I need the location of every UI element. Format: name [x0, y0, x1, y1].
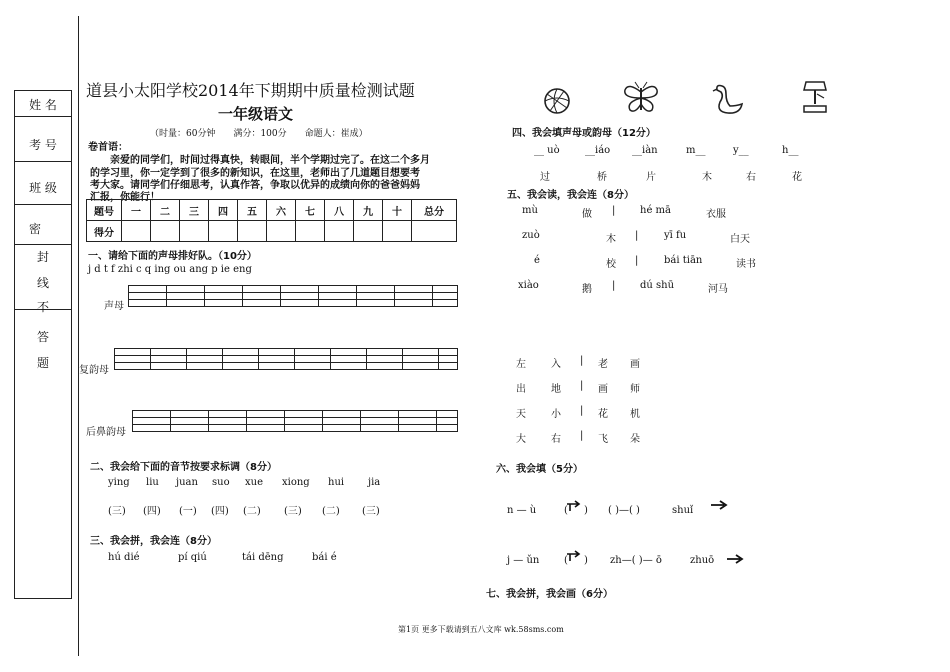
arrow-right-icon	[726, 554, 744, 564]
q5-pair-right-2: 师	[630, 384, 640, 395]
q5-pair-mid: 地	[551, 384, 561, 395]
q6-line2-target: zhuō	[690, 555, 715, 566]
q1-row-label-2: 复韵母	[79, 365, 109, 376]
q3-pinyin: bái é	[312, 552, 337, 563]
q1-items: j d t f zhi c q ing ou ang p ie eng	[88, 264, 252, 275]
q5-bar: |	[580, 405, 584, 416]
seal-char-xian: 线	[36, 276, 49, 290]
q2-syllable: ying	[108, 477, 130, 488]
page-footer: 第1页 更多下载请到五八文库 wk.58sms.com	[398, 625, 564, 634]
q3-pinyin: pí qiú	[178, 552, 207, 563]
exam-title: 道县小太阳学校2014年下期期中质量检测试题	[86, 81, 415, 100]
lamp-icon	[800, 78, 830, 116]
butterfly-icon	[622, 80, 660, 116]
subject-title: 一年级语文	[218, 105, 294, 123]
tone-arrow-icon	[566, 550, 582, 562]
score-cell[interactable]	[325, 221, 354, 242]
q4-word: 桥	[597, 172, 607, 183]
q5-left-pinyin: xiào	[518, 280, 539, 291]
q6-line2-paren-close[interactable]: )	[584, 555, 588, 566]
score-table-header-row	[87, 200, 457, 221]
score-header-cell: 六	[267, 200, 296, 221]
seal-char-da: 答	[36, 330, 49, 344]
q1-writing-grid-3[interactable]	[132, 410, 458, 432]
score-header-cell: 题号	[87, 200, 122, 221]
q4-blank[interactable]: y__	[733, 145, 749, 156]
q2-tone[interactable]: (三)	[284, 506, 302, 517]
q6-line2-blanks[interactable]: zh—( )— ō	[610, 555, 662, 566]
exam-number-label: 考 号	[29, 138, 57, 152]
q5-bar: |	[635, 230, 639, 241]
intro-heading: 卷首语：	[88, 142, 128, 153]
score-cell[interactable]	[296, 221, 325, 242]
q5-pair-mid: 入	[551, 359, 561, 370]
intro-line-2: 的学习里，你一定学到了很多的新知识，在这里，老师出了几道题目想要考	[90, 168, 420, 179]
q5-left-pinyin: zuò	[522, 230, 540, 241]
seal-char-bu: 不	[36, 300, 49, 314]
q1-writing-grid-2[interactable]	[114, 348, 458, 370]
tone-arrow-icon	[566, 500, 582, 512]
q4-blank[interactable]: __ uò	[534, 145, 560, 156]
q5-pair-left: 大	[516, 434, 526, 445]
student-info-box	[14, 90, 72, 599]
q5-left-pinyin: mù	[522, 205, 538, 216]
class-label: 班 级	[29, 181, 57, 195]
q5-pair-left: 左	[516, 359, 526, 370]
score-header-cell: 一	[122, 200, 151, 221]
q3-pinyin: tái dēng	[242, 552, 284, 563]
q1-writing-grid-1[interactable]	[128, 285, 458, 307]
q5-right-word: 河马	[708, 284, 728, 295]
score-header-cell: 七	[296, 200, 325, 221]
score-header-cell: 九	[354, 200, 383, 221]
score-header-cell: 五	[238, 200, 267, 221]
q5-pair-right-1: 画	[598, 384, 608, 395]
score-header-cell: 总分	[412, 200, 457, 221]
q5-bar: |	[612, 280, 616, 291]
q5-pair-mid: 小	[551, 409, 561, 420]
q1-title: 一、请给下面的声母排好队。（10分）	[88, 251, 257, 262]
score-cell[interactable]	[412, 221, 457, 242]
q7-title: 七、我会拼，我会画（6分）	[486, 589, 613, 600]
q4-blank[interactable]: __iáo	[585, 145, 611, 156]
q2-title: 二、我会给下面的音节按要求标调（8分）	[90, 462, 277, 473]
score-table-score-row	[87, 221, 457, 242]
name-label: 姓 名	[29, 98, 57, 112]
q5-pair-mid: 右	[551, 434, 561, 445]
score-row-label: 得分	[87, 221, 122, 242]
q5-left-char: 做	[582, 209, 592, 220]
q5-pair-left: 出	[516, 384, 526, 395]
q2-tone[interactable]: (二)	[243, 506, 261, 517]
q5-right-pinyin: dú shū	[640, 280, 675, 291]
q4-word: 片	[646, 172, 656, 183]
q5-right-pinyin: hé mā	[640, 205, 671, 216]
score-cell[interactable]	[180, 221, 209, 242]
q1-row-label-1: 声母	[104, 301, 124, 312]
intro-line-4: 汇报，你能行！	[90, 192, 160, 203]
q6-title: 六、我会填（5分）	[496, 464, 583, 475]
arrow-right-icon	[710, 500, 728, 510]
q2-syllable: suo	[212, 477, 230, 488]
q2-syllable: xiong	[282, 477, 310, 488]
q2-syllable: liu	[146, 477, 159, 488]
q3-pinyin: hú dié	[108, 552, 140, 563]
q5-pair-right-1: 老	[598, 359, 608, 370]
q5-bar: |	[612, 205, 616, 216]
q5-right-word: 白天	[730, 234, 750, 245]
score-cell[interactable]	[122, 221, 151, 242]
q2-syllable: xue	[245, 477, 263, 488]
q6-line1-target: shuǐ	[672, 505, 694, 516]
exam-info: （时量：60分钟 满分：100分 命题人：崔成）	[150, 129, 368, 139]
q2-tone[interactable]: (四)	[143, 506, 161, 517]
q6-line1-paren-close[interactable]: )	[584, 505, 588, 516]
q4-word: 花	[792, 172, 802, 183]
q2-syllable: jia	[368, 477, 381, 488]
q5-bar: |	[580, 380, 584, 391]
q5-right-word: 读书	[736, 259, 756, 270]
q4-blank[interactable]: h__	[782, 145, 799, 156]
q4-blank[interactable]: m__	[686, 145, 706, 156]
q5-right-word: 衣服	[706, 209, 726, 220]
binding-line	[78, 16, 79, 656]
score-header-cell: 三	[180, 200, 209, 221]
q6-line1-blanks[interactable]: ( )—( )	[608, 505, 640, 516]
q2-tone[interactable]: (三)	[108, 506, 126, 517]
q5-title: 五、我会读，我会连（8分）	[507, 190, 634, 201]
score-cell[interactable]	[354, 221, 383, 242]
q4-word: 右	[746, 172, 756, 183]
q5-left-char: 木	[606, 234, 616, 245]
score-cell[interactable]	[151, 221, 180, 242]
q4-title: 四、我会填声母或韵母（12分）	[512, 128, 656, 139]
q5-left-pinyin: é	[534, 255, 540, 266]
q5-pair-right-1: 花	[598, 409, 608, 420]
q5-bar: |	[580, 430, 584, 441]
q5-right-pinyin: yī fu	[664, 230, 687, 241]
q5-right-pinyin: bái tiān	[664, 255, 703, 266]
q6-line1-syllable: n — ù	[507, 505, 537, 516]
q5-bar: |	[580, 355, 584, 366]
score-header-cell: 二	[151, 200, 180, 221]
score-cell[interactable]	[209, 221, 238, 242]
goose-icon	[712, 82, 746, 118]
intro-line-3: 考大家。请同学们仔细思考，认真作答，争取以优异的成绩向你的爸爸妈妈	[90, 180, 420, 191]
seal-char-mi: 密	[28, 222, 41, 236]
intro-line-1: 亲爱的同学们，时间过得真快，转眼间，半个学期过完了。在这二个多月	[110, 155, 430, 166]
score-header-cell: 四	[209, 200, 238, 221]
q6-line2-paren-open[interactable]: (	[564, 555, 568, 566]
q5-pair-right-2: 朵	[630, 434, 640, 445]
ball-icon	[542, 86, 572, 116]
q4-word: 木	[702, 172, 712, 183]
q3-title: 三、我会拼，我会连（8分）	[90, 536, 217, 547]
score-header-cell: 十	[383, 200, 412, 221]
q2-syllable: juan	[176, 477, 198, 488]
q2-syllable: hui	[328, 477, 345, 488]
q5-pair-right-2: 机	[630, 409, 640, 420]
q6-line2-syllable: j — ǔn	[507, 555, 540, 566]
seal-char-ti: 题	[36, 356, 49, 370]
q1-row-label-3: 后鼻韵母	[86, 427, 126, 438]
q4-word: 过	[540, 172, 550, 183]
q4-blank[interactable]: __iàn	[632, 145, 658, 156]
q5-pair-right-1: 飞	[598, 434, 608, 445]
q5-pair-right-2: 画	[630, 359, 640, 370]
score-cell[interactable]	[238, 221, 267, 242]
q5-bar: |	[635, 255, 639, 266]
score-cell[interactable]	[383, 221, 412, 242]
q5-pair-left: 天	[516, 409, 526, 420]
score-header-cell: 八	[325, 200, 354, 221]
q2-tone[interactable]: (四)	[211, 506, 229, 517]
q2-tone[interactable]: (三)	[362, 506, 380, 517]
score-table	[86, 199, 457, 242]
q2-tone[interactable]: (一)	[179, 506, 197, 517]
q5-left-char: 校	[606, 259, 616, 270]
seal-char-feng: 封	[36, 250, 49, 264]
q2-tone[interactable]: (二)	[322, 506, 340, 517]
q6-line1-paren-open[interactable]: (	[564, 505, 568, 516]
q5-left-char: 鹅	[582, 284, 592, 295]
score-cell[interactable]	[267, 221, 296, 242]
